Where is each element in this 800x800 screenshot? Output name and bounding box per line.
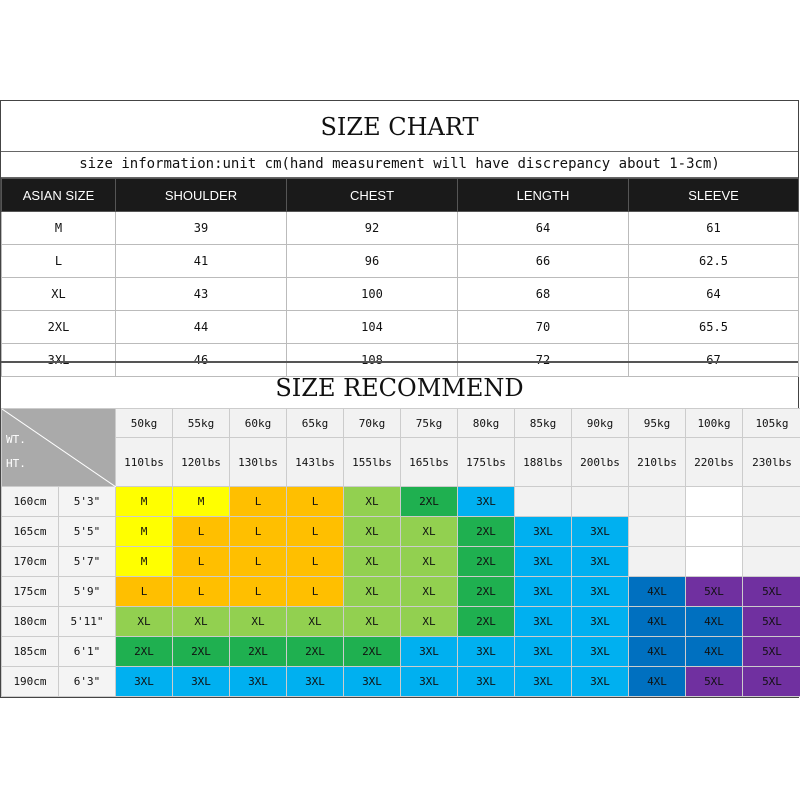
recommended-size-cell: 4XL: [629, 637, 686, 667]
recommended-size-cell: L: [230, 487, 287, 517]
recommended-size-cell: 3XL: [572, 547, 629, 577]
height-ft-cell: 6'3": [59, 667, 116, 697]
recommended-size-cell: 3XL: [458, 637, 515, 667]
empty-size-cell: [572, 487, 629, 517]
recommended-size-cell: 5XL: [743, 637, 800, 667]
recommended-size-cell: XL: [344, 487, 401, 517]
recommended-size-cell: 2XL: [458, 517, 515, 547]
height-cm-cell: 165cm: [2, 517, 59, 547]
recommended-size-cell: 3XL: [458, 487, 515, 517]
recommended-size-cell: 3XL: [572, 667, 629, 697]
weight-kg-row: [2, 409, 800, 438]
weight-kg-cell: 90kg: [572, 409, 629, 438]
weight-lbs-cell: 188lbs: [515, 438, 572, 487]
height-ft-cell: 6'1": [59, 637, 116, 667]
size-chart-column-header: ASIAN SIZE: [2, 179, 116, 212]
recommended-size-cell: XL: [173, 607, 230, 637]
recommended-size-cell: L: [230, 517, 287, 547]
recommended-size-cell: 2XL: [344, 637, 401, 667]
recommended-size-cell: XL: [401, 577, 458, 607]
weight-kg-cell: 60kg: [230, 409, 287, 438]
empty-size-cell: [686, 547, 743, 577]
height-row: [2, 577, 800, 607]
empty-size-cell: [686, 517, 743, 547]
size-label-cell: M: [2, 212, 116, 245]
measurement-cell: 64: [458, 212, 629, 245]
measurement-cell: 64: [629, 278, 799, 311]
weight-lbs-cell: 220lbs: [686, 438, 743, 487]
empty-size-cell: [629, 547, 686, 577]
size-chart-row: [2, 278, 799, 311]
recommended-size-cell: L: [287, 487, 344, 517]
recommended-size-cell: 3XL: [401, 637, 458, 667]
empty-size-cell: [743, 547, 800, 577]
size-label-cell: 2XL: [2, 311, 116, 344]
recommended-size-cell: 2XL: [458, 547, 515, 577]
weight-kg-cell: 105kg: [743, 409, 800, 438]
weight-lbs-cell: 110lbs: [116, 438, 173, 487]
size-chart-column-header: SLEEVE: [629, 179, 799, 212]
size-chart-row: [2, 311, 799, 344]
size-info-note: size information:unit cm(hand measurement will have discrepancy about 1-3cm): [1, 151, 798, 178]
height-cm-cell: 190cm: [2, 667, 59, 697]
size-recommend-title: SIZE RECOMMEND: [1, 361, 798, 411]
measurement-cell: 70: [458, 311, 629, 344]
recommended-size-cell: 5XL: [686, 667, 743, 697]
measurement-cell: 66: [458, 245, 629, 278]
weight-kg-cell: 80kg: [458, 409, 515, 438]
recommended-size-cell: XL: [344, 607, 401, 637]
recommended-size-cell: 5XL: [743, 607, 800, 637]
recommended-size-cell: M: [116, 517, 173, 547]
measurement-cell: 44: [116, 311, 287, 344]
height-row: [2, 517, 800, 547]
recommended-size-cell: L: [230, 577, 287, 607]
corner-weight-label: WT.: [6, 433, 26, 446]
recommended-size-cell: L: [173, 577, 230, 607]
empty-size-cell: [629, 487, 686, 517]
recommended-size-cell: XL: [401, 547, 458, 577]
weight-lbs-cell: 143lbs: [287, 438, 344, 487]
weight-kg-cell: 100kg: [686, 409, 743, 438]
height-cm-cell: 180cm: [2, 607, 59, 637]
height-row: [2, 487, 800, 517]
recommended-size-cell: 4XL: [629, 667, 686, 697]
size-chart-row: [2, 212, 799, 245]
recommended-size-cell: 3XL: [515, 637, 572, 667]
height-ft-cell: 5'7": [59, 547, 116, 577]
measurement-cell: 108: [287, 344, 458, 377]
recommended-size-cell: 5XL: [743, 577, 800, 607]
recommended-size-cell: XL: [344, 577, 401, 607]
empty-size-cell: [743, 517, 800, 547]
weight-lbs-cell: 175lbs: [458, 438, 515, 487]
weight-lbs-cell: 210lbs: [629, 438, 686, 487]
recommended-size-cell: L: [230, 547, 287, 577]
recommended-size-cell: XL: [287, 607, 344, 637]
size-recommend-body: [2, 409, 800, 697]
recommended-size-cell: 3XL: [515, 667, 572, 697]
recommended-size-cell: 3XL: [572, 517, 629, 547]
weight-lbs-cell: 130lbs: [230, 438, 287, 487]
height-row: [2, 667, 800, 697]
recommended-size-cell: L: [116, 577, 173, 607]
recommended-size-cell: L: [287, 517, 344, 547]
size-label-cell: 3XL: [2, 344, 116, 377]
height-cm-cell: 175cm: [2, 577, 59, 607]
recommended-size-cell: 2XL: [458, 577, 515, 607]
recommended-size-cell: 3XL: [458, 667, 515, 697]
height-cm-cell: 170cm: [2, 547, 59, 577]
measurement-cell: 104: [287, 311, 458, 344]
measurement-cell: 39: [116, 212, 287, 245]
height-row: [2, 637, 800, 667]
empty-size-cell: [743, 487, 800, 517]
recommended-size-cell: L: [287, 577, 344, 607]
recommended-size-cell: 3XL: [401, 667, 458, 697]
weight-kg-cell: 85kg: [515, 409, 572, 438]
size-chart-column-header: SHOULDER: [116, 179, 287, 212]
recommended-size-cell: 5XL: [686, 577, 743, 607]
weight-lbs-cell: 155lbs: [344, 438, 401, 487]
size-label-cell: XL: [2, 278, 116, 311]
measurement-cell: 65.5: [629, 311, 799, 344]
height-cm-cell: 160cm: [2, 487, 59, 517]
recommended-size-cell: 4XL: [686, 637, 743, 667]
measurement-cell: 92: [287, 212, 458, 245]
measurement-cell: 46: [116, 344, 287, 377]
size-chart-title: SIZE CHART: [1, 101, 798, 152]
recommended-size-cell: 3XL: [515, 607, 572, 637]
measurement-cell: 67: [629, 344, 799, 377]
weight-lbs-cell: 165lbs: [401, 438, 458, 487]
size-chart-table: [1, 178, 799, 377]
size-chart-body: [2, 212, 799, 377]
weight-lbs-cell: 230lbs: [743, 438, 800, 487]
recommended-size-cell: 2XL: [173, 637, 230, 667]
size-chart-row: [2, 245, 799, 278]
weight-height-corner: [2, 409, 116, 487]
size-recommend-table: [1, 408, 800, 697]
size-sheet: [0, 100, 799, 698]
recommended-size-cell: 2XL: [230, 637, 287, 667]
height-row: [2, 547, 800, 577]
recommended-size-cell: L: [173, 547, 230, 577]
measurement-cell: 68: [458, 278, 629, 311]
recommended-size-cell: XL: [344, 517, 401, 547]
diagonal-divider-icon: [2, 409, 116, 487]
recommended-size-cell: XL: [401, 607, 458, 637]
height-ft-cell: 5'9": [59, 577, 116, 607]
measurement-cell: 61: [629, 212, 799, 245]
recommended-size-cell: 3XL: [572, 577, 629, 607]
recommended-size-cell: 3XL: [173, 667, 230, 697]
measurement-cell: 100: [287, 278, 458, 311]
height-row: [2, 607, 800, 637]
weight-lbs-row: [2, 438, 800, 487]
recommended-size-cell: M: [116, 487, 173, 517]
recommended-size-cell: 3XL: [116, 667, 173, 697]
weight-kg-cell: 70kg: [344, 409, 401, 438]
recommended-size-cell: 3XL: [572, 637, 629, 667]
recommended-size-cell: 3XL: [515, 517, 572, 547]
recommended-size-cell: XL: [401, 517, 458, 547]
weight-kg-cell: 55kg: [173, 409, 230, 438]
recommended-size-cell: XL: [344, 547, 401, 577]
weight-lbs-cell: 120lbs: [173, 438, 230, 487]
recommended-size-cell: M: [116, 547, 173, 577]
recommended-size-cell: 5XL: [743, 667, 800, 697]
empty-size-cell: [629, 517, 686, 547]
measurement-cell: 41: [116, 245, 287, 278]
empty-size-cell: [686, 487, 743, 517]
recommended-size-cell: XL: [230, 607, 287, 637]
size-chart-column-header: CHEST: [287, 179, 458, 212]
recommended-size-cell: 2XL: [287, 637, 344, 667]
recommended-size-cell: 3XL: [287, 667, 344, 697]
measurement-cell: 96: [287, 245, 458, 278]
recommended-size-cell: M: [173, 487, 230, 517]
weight-kg-cell: 95kg: [629, 409, 686, 438]
height-ft-cell: 5'3": [59, 487, 116, 517]
measurement-cell: 62.5: [629, 245, 799, 278]
size-chart-column-header: LENGTH: [458, 179, 629, 212]
recommended-size-cell: 3XL: [515, 577, 572, 607]
recommended-size-cell: 3XL: [344, 667, 401, 697]
recommended-size-cell: L: [287, 547, 344, 577]
recommended-size-cell: 4XL: [629, 607, 686, 637]
weight-lbs-cell: 200lbs: [572, 438, 629, 487]
weight-kg-cell: 75kg: [401, 409, 458, 438]
recommended-size-cell: 2XL: [116, 637, 173, 667]
recommended-size-cell: 4XL: [686, 607, 743, 637]
height-cm-cell: 185cm: [2, 637, 59, 667]
height-ft-cell: 5'11": [59, 607, 116, 637]
recommended-size-cell: 3XL: [515, 547, 572, 577]
weight-kg-cell: 65kg: [287, 409, 344, 438]
recommended-size-cell: 4XL: [629, 577, 686, 607]
recommended-size-cell: 2XL: [401, 487, 458, 517]
height-ft-cell: 5'5": [59, 517, 116, 547]
size-chart-header-row: [2, 179, 799, 212]
recommended-size-cell: XL: [116, 607, 173, 637]
recommended-size-cell: 3XL: [572, 607, 629, 637]
size-label-cell: L: [2, 245, 116, 278]
measurement-cell: 43: [116, 278, 287, 311]
empty-size-cell: [515, 487, 572, 517]
weight-kg-cell: 50kg: [116, 409, 173, 438]
recommended-size-cell: 2XL: [458, 607, 515, 637]
recommended-size-cell: 3XL: [230, 667, 287, 697]
corner-height-label: HT.: [6, 457, 26, 470]
recommended-size-cell: L: [173, 517, 230, 547]
measurement-cell: 72: [458, 344, 629, 377]
